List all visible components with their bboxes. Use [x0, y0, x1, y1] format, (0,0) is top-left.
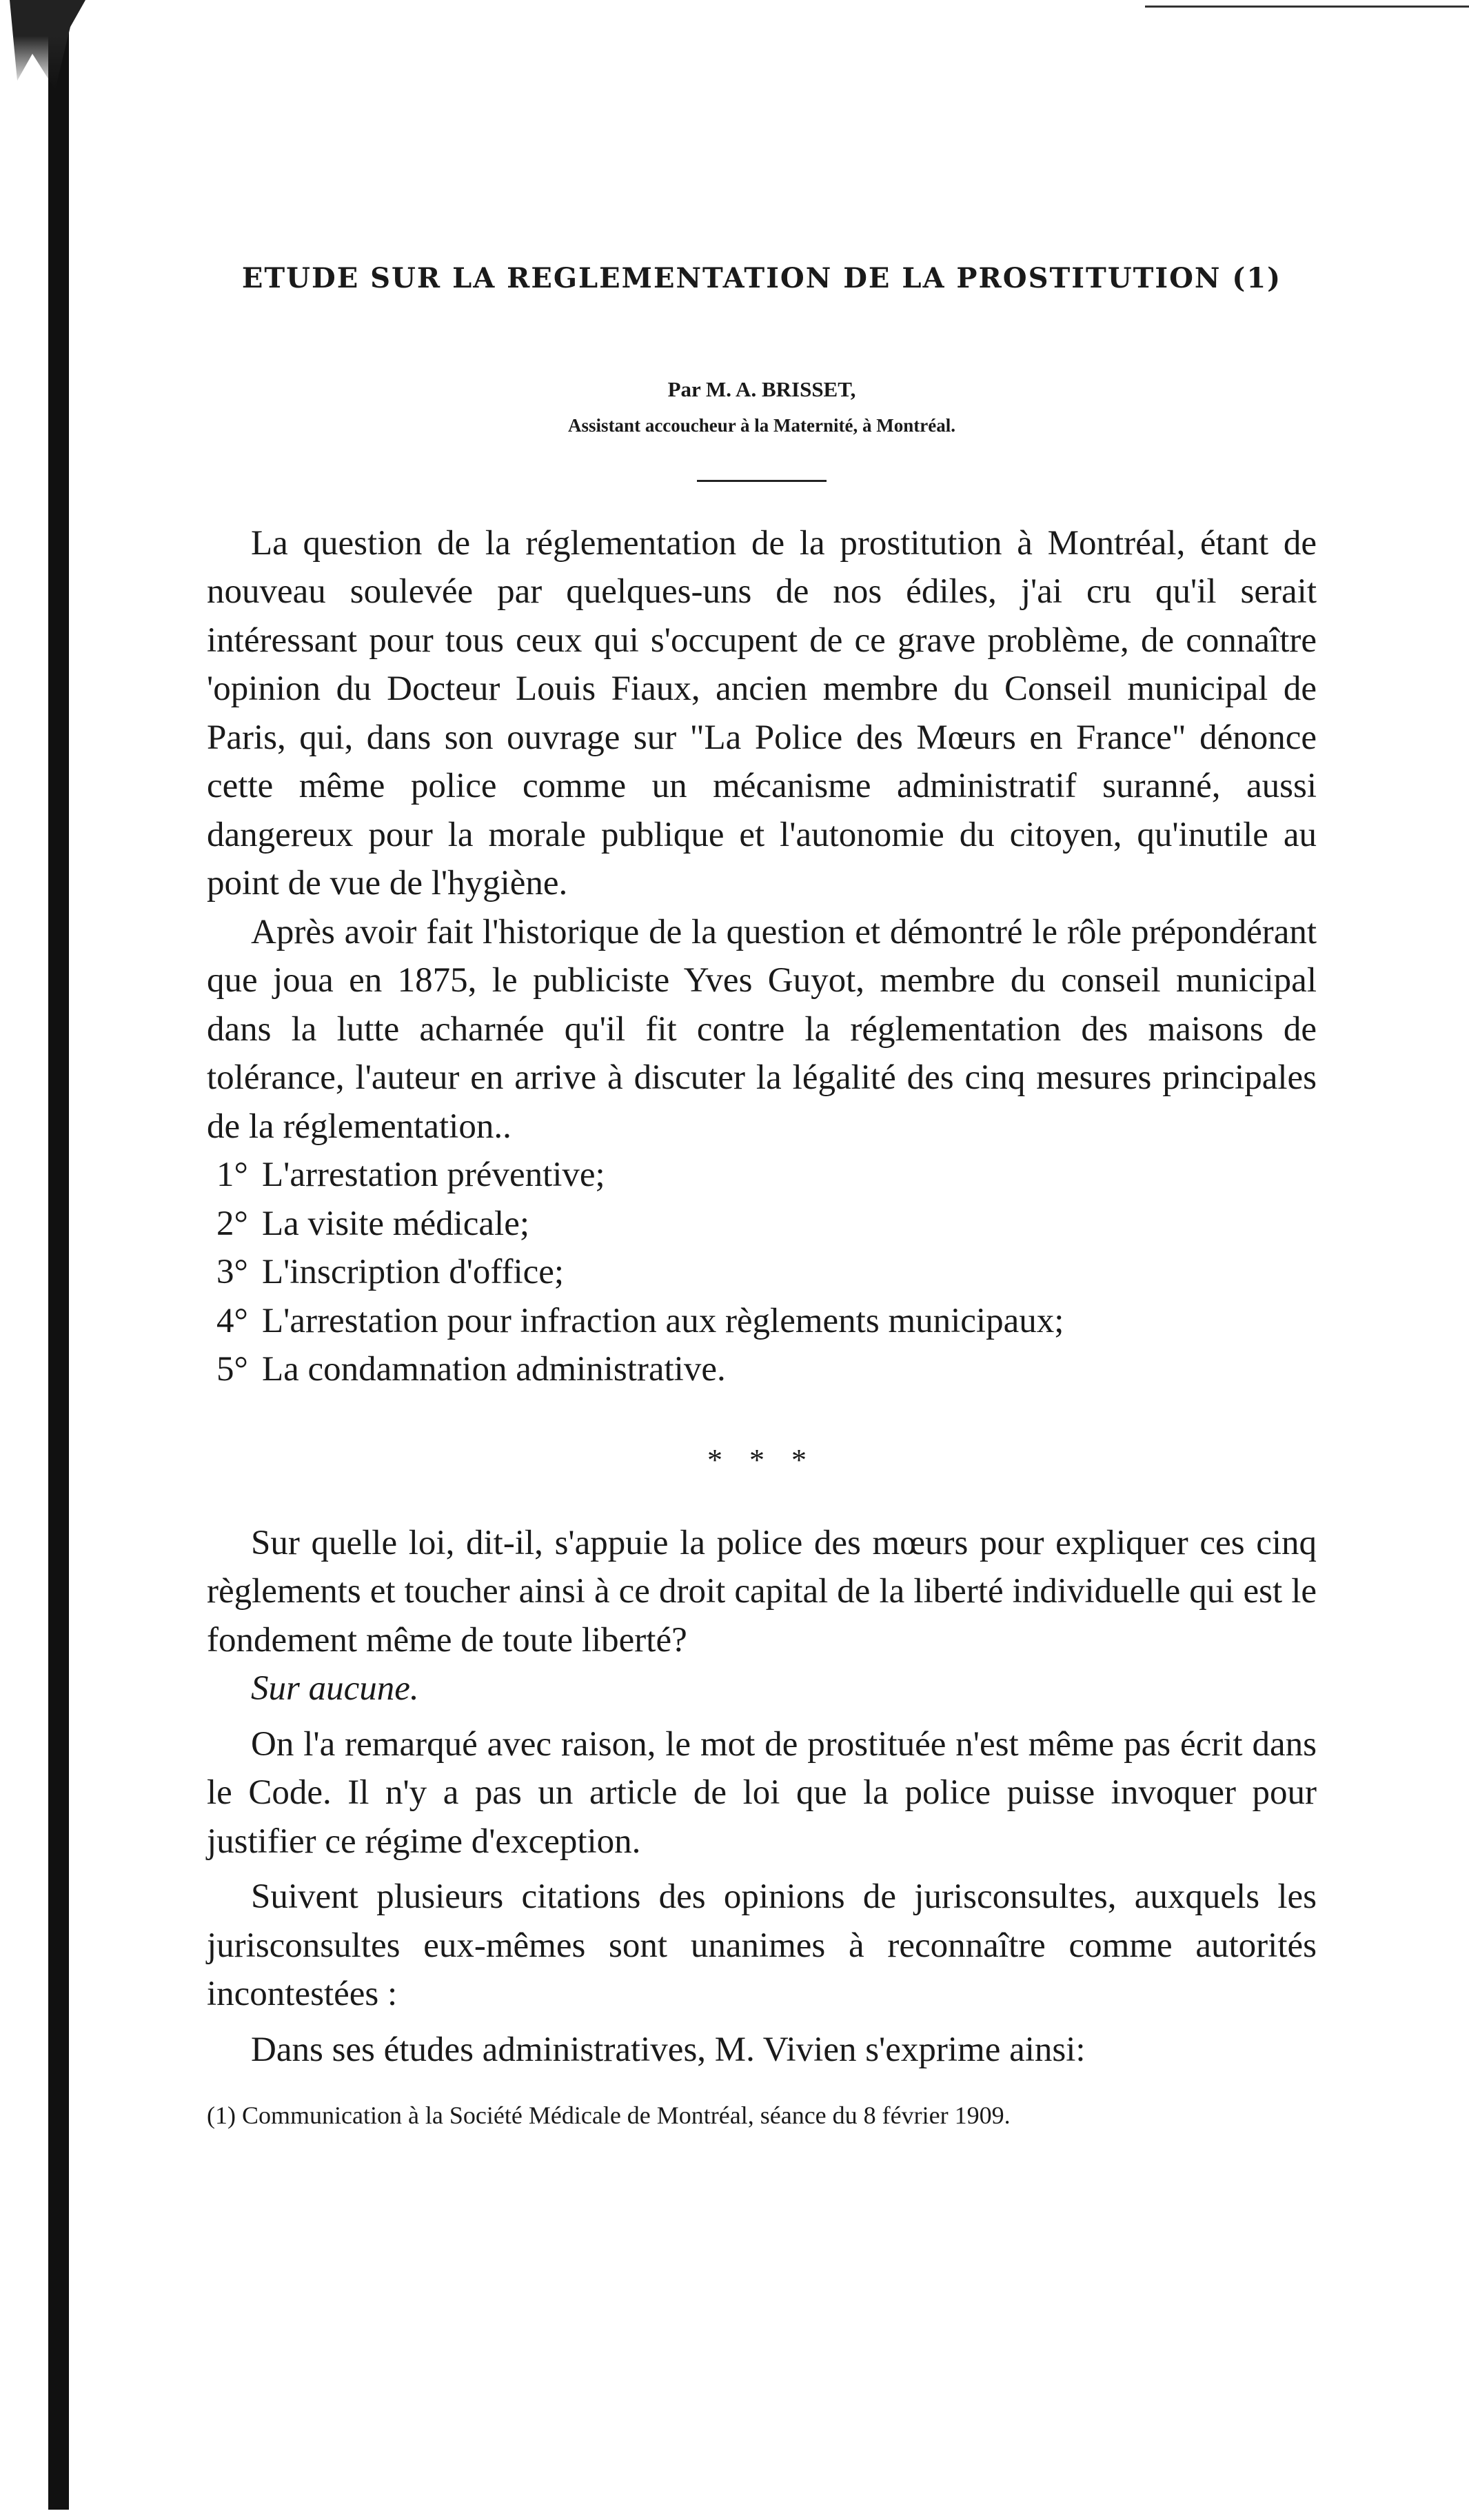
list-item [216, 1297, 1317, 1346]
list-item [216, 1200, 1317, 1249]
paragraph-vivien: Dans ses études administratives, M. Vivien s'exprime ainsi: [251, 2030, 1086, 2069]
paragraph-intro: La question de la réglementation de la prostitution à Montréal, étant de nouveau soulevée par quelques-uns de nos édiles, j'ai cru qu'il serait intéressant pour tous ceux qui s'occupent de ce grave problème, de connaître 'opinion du Docteur Louis Fiaux, ancien membre du Conseil municipal de Paris, qui, dans son ouvrage sur "La Police des Mœurs en France" dénonce cette même police comme un mécanisme administratif suranné, aussi dangereux pour la morale publique et l'autonomie du citoyen, qu'inutile au point de vue de l'hygiène. [207, 523, 1317, 903]
page-content [207, 262, 1317, 2129]
author-affiliation: Assistant accoucheur à la Maternité, à Montréal. [568, 415, 955, 436]
list-item [216, 1345, 1317, 1394]
paragraph-question: Sur quelle loi, dit-il, s'appuie la police des mœurs pour expliquer ces cinq règlements et toucher ainsi à ce droit capital de la liberté individuelle qui est le fondement même de toute liberté? [207, 1523, 1317, 1660]
list-text: L'arrestation pour infraction aux règlements municipaux; [262, 1301, 1064, 1340]
list-number: 3° [216, 1253, 248, 1292]
article-title: ETUDE SUR LA REGLEMENTATION DE LA PROSTITUTION (1) [241, 262, 1282, 294]
list-number: 4° [216, 1301, 248, 1340]
section-separator: * * * [707, 1442, 816, 1477]
list-text: L'inscription d'office; [262, 1253, 565, 1292]
list-number: 1° [216, 1156, 248, 1195]
binding-edge [48, 14, 69, 2510]
author-byline: Par M. A. BRISSET, [667, 377, 856, 401]
list-text: La condamnation administrative. [262, 1350, 726, 1389]
paragraph-history: Après avoir fait l'historique de la question et démontré le rôle prépondérant que joua en 1875, le publiciste Yves Guyot, membre du conseil municipal dans la lutte acharnée qu'il fit contre la réglementation des maisons de tolérance, l'auteur en arrive à discuter la légalité des cinq mesures principales de la réglementation.. [207, 912, 1317, 1146]
measures-list [207, 1151, 1317, 1394]
title-divider [697, 480, 827, 482]
list-number: 2° [216, 1204, 248, 1243]
list-item [216, 1151, 1317, 1200]
list-text: L'arrestation préventive; [262, 1156, 605, 1195]
top-rule [1145, 6, 1469, 8]
binding-fleck [10, 0, 85, 90]
paragraph-citations: Suivent plusieurs citations des opinions de jurisconsultes, auxquels les jurisconsultes eux-mêmes sont unanimes à reconnaître comme autorités incontestées : [207, 1877, 1317, 2014]
paragraph-answer: Sur aucune. [251, 1669, 419, 1708]
footnote: (1) Communication à la Société Médicale de Montréal, séance du 8 février 1909. [207, 2101, 1011, 2130]
list-item [216, 1248, 1317, 1297]
list-text: La visite médicale; [262, 1204, 530, 1243]
paragraph-remark: On l'a remarqué avec raison, le mot de prostituée n'est même pas écrit dans le Code. Il n'y a pas un article de loi que la police puisse invoquer pour justifier ce régime d'exception. [207, 1724, 1317, 1861]
list-number: 5° [216, 1350, 248, 1389]
